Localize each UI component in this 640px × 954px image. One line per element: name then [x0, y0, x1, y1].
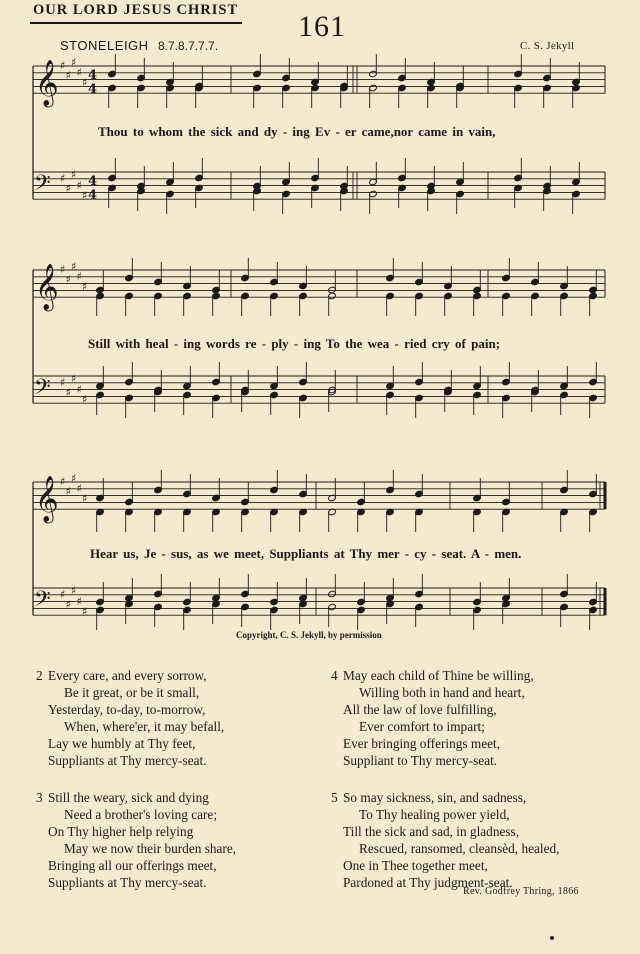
verse-line: May we now their burden share, [64, 841, 237, 856]
sharp-sign: ♯ [60, 376, 66, 389]
verse-line: Yesterday, to-day, to-morrow, [48, 702, 206, 717]
sharp-sign: ♯ [71, 372, 77, 385]
lyric-line-2: Still with heal - ing words re - ply - ing To the wea - ried cry of pain; [88, 336, 501, 351]
sharp-sign: ♯ [71, 472, 77, 485]
bass-clef: 𝄢 [34, 375, 51, 405]
verse-line: Till the sick and sad, in gladness, [343, 824, 520, 839]
verse-3 [36, 789, 237, 891]
verse-line: One in Thee together meet, [343, 858, 488, 873]
verse-line: When, where'er, it may befall, [64, 719, 225, 734]
sharp-sign: ♯ [60, 588, 66, 601]
sharp-sign: ♯ [71, 168, 77, 181]
verse-number: 4 [331, 668, 338, 683]
verse-line: Rescued, ransomed, cleansèd, healed, [359, 841, 560, 856]
author-attribution: Rev. Godfrey Thring, 1866 [463, 886, 579, 897]
sharp-sign: ♯ [76, 179, 82, 192]
sharp-sign: ♯ [71, 56, 77, 69]
sharp-sign: ♯ [65, 598, 71, 611]
verse-line: All the law of love fulfilling, [343, 702, 497, 717]
treble-clef: 𝄞 [35, 476, 59, 522]
verse-line: Be it great, or be it small, [64, 685, 200, 700]
sharp-sign: ♯ [71, 260, 77, 273]
verse-4 [331, 667, 534, 769]
sharp-sign: ♯ [82, 605, 88, 618]
sharp-sign: ♯ [82, 189, 88, 202]
section-title: OUR LORD JESUS CHRIST [33, 2, 239, 18]
verse-5 [331, 789, 560, 891]
verse-number: 2 [36, 668, 43, 683]
lyric-line-1: Thou to whom the sick and dy - ing Ev - er came,nor came in vain, [98, 124, 496, 139]
verse-line: Ever comfort to impart; [359, 719, 485, 734]
verse-line: Suppliants at Thy mercy-seat. [48, 753, 207, 768]
bass-clef: 𝄢 [34, 171, 51, 201]
sharp-sign: ♯ [82, 76, 88, 89]
verse-line: Suppliant to Thy mercy-seat. [343, 753, 498, 768]
time-signature: 4 [88, 82, 98, 97]
sharp-sign: ♯ [71, 584, 77, 597]
sharp-sign: ♯ [76, 383, 82, 396]
verse-line: So may sickness, sin, and sadness, [343, 790, 527, 805]
copyright-notice: Copyright, C. S. Jekyll, by permission [236, 630, 382, 640]
sharp-sign: ♯ [82, 393, 88, 406]
verse-number: 3 [36, 790, 43, 805]
bass-clef: 𝄢 [34, 587, 51, 617]
sharp-sign: ♯ [60, 475, 66, 488]
verse-line: Need a brother's loving care; [64, 807, 218, 822]
time-signature: 4 [88, 68, 98, 83]
sharp-sign: ♯ [65, 273, 71, 286]
verse-line: May each child of Thine be willing, [343, 668, 534, 683]
sharp-sign: ♯ [65, 69, 71, 82]
verse-line: Suppliants at Thy mercy-seat. [48, 875, 207, 890]
verse-line: Willing both in hand and heart, [359, 685, 525, 700]
time-signature: 4 [88, 188, 98, 203]
sharp-sign: ♯ [82, 280, 88, 293]
verse-2 [36, 667, 225, 769]
verse-line: To Thy healing power yield, [359, 807, 510, 822]
meter: 8.7.8.7.7.7. [158, 39, 219, 53]
tune-name: STONELEIGH [60, 38, 149, 53]
sharp-sign: ♯ [76, 482, 82, 495]
verse-line: Bringing all our offerings meet, [48, 858, 217, 873]
verse-number: 5 [331, 790, 338, 805]
lyric-line-3: Hear us, Je - sus, as we meet, Suppliants at Thy mer - cy - seat. A - men. [90, 546, 522, 561]
sharp-sign: ♯ [65, 485, 71, 498]
hymn-number: 161 [298, 10, 346, 43]
verse-line: Still the weary, sick and dying [48, 790, 209, 805]
treble-clef: 𝄞 [35, 264, 59, 310]
sharp-sign: ♯ [60, 172, 66, 185]
sharp-sign: ♯ [82, 492, 88, 505]
verse-line: Lay we humbly at Thy feet, [48, 736, 196, 751]
verse-line: Pardoned at Thy judgment-seat. [343, 875, 513, 890]
sharp-sign: ♯ [76, 66, 82, 79]
treble-clef: 𝄞 [35, 60, 59, 106]
verse-line: Ever bringing offerings meet, [343, 736, 501, 751]
sharp-sign: ♯ [76, 270, 82, 283]
composer: C. S. Jekyll [520, 40, 575, 52]
sharp-sign: ♯ [65, 182, 71, 195]
sharp-sign: ♯ [60, 263, 66, 276]
sharp-sign: ♯ [65, 386, 71, 399]
sharp-sign: ♯ [60, 59, 66, 72]
sharp-sign: ♯ [76, 595, 82, 608]
page-dot [550, 936, 554, 940]
verse-line: Every care, and every sorrow, [48, 668, 207, 683]
verse-line: On Thy higher help relying [48, 824, 194, 839]
time-signature: 4 [88, 174, 98, 189]
